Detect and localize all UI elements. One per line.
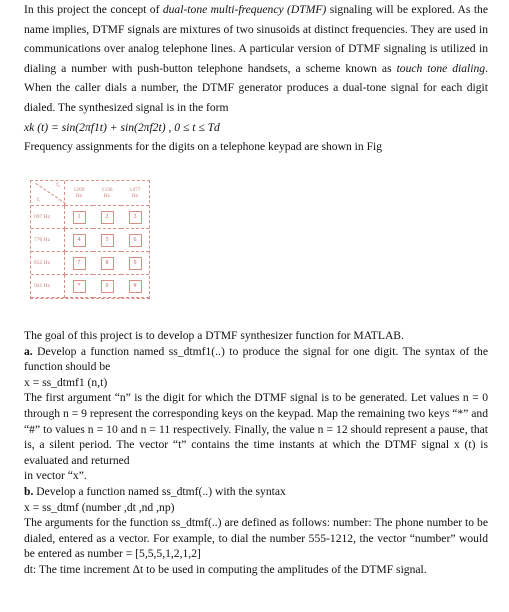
keypad-col-frequency: 1209 Hz	[65, 181, 94, 206]
goal-text: The goal of this project is to develop a DTMF synthesizer function for MATLAB.	[24, 329, 404, 342]
keypad-cell	[93, 275, 121, 298]
part-a-text: Develop a function named ss_dtmf1(..) to produce the signal for one digit. The syntax of the function should be	[24, 344, 488, 374]
keypad-key: 4	[73, 234, 86, 247]
keypad-cell	[121, 229, 149, 252]
signal-formula	[24, 118, 488, 138]
keypad-col-frequency: 1477 Hz	[121, 181, 149, 206]
keypad-cell	[65, 252, 94, 275]
intro-section	[24, 0, 488, 157]
part-b-label: b.	[24, 484, 34, 498]
keypad-cell	[121, 252, 149, 275]
keypad-row	[31, 206, 149, 229]
part-a	[24, 344, 488, 375]
intro-text-3: . When the caller dials a number, the DTMF generator produces a dual-tone signal for each digit dialed. The synthesized signal is in the form	[24, 61, 488, 114]
keypad-key: 8	[101, 257, 114, 270]
keypad-key: 6	[129, 234, 142, 247]
assignment-section	[24, 328, 488, 578]
keypad-row	[31, 252, 149, 275]
keypad-row	[31, 229, 149, 252]
keypad-table	[31, 181, 149, 298]
keypad-key: #	[129, 280, 142, 293]
part-b-description: The arguments for the function ss_dtmf(..) are defined as follows: number: The phone number to be dialed, entered as a vector. For example, to dial the number 555-1212, the vector “number” would be entered as number = [5,5,5,1,2,1,2]	[24, 516, 488, 561]
keypad-cell	[93, 206, 121, 229]
keypad-cell	[121, 275, 149, 298]
part-b-text: Develop a function named ss_dtmf(..) with the syntax	[33, 484, 286, 498]
keypad-cell	[121, 206, 149, 229]
keypad-key: 1	[73, 211, 86, 224]
keypad-corner	[31, 181, 65, 206]
intro-text-1: In this project the concept of	[24, 3, 163, 16]
intro-text-2: signaling will be explored. As the name implies, DTMF signals are mixtures of two sinusoids at distinct frequencies. They are used in communications over analog telephone lines. A particular version of DTMF signaling is utilized in dialing a number with push-button telephone handsets, a scheme known as	[24, 3, 489, 75]
keypad-col-frequency: 1336 Hz	[93, 181, 121, 206]
intro-paragraph	[24, 0, 488, 118]
corner-f2-label: f₂	[56, 182, 60, 188]
keypad-key: 9	[129, 257, 142, 270]
keypad-row-frequency: 852 Hz	[31, 252, 65, 275]
keypad-key: *	[73, 280, 86, 293]
part-b-syntax: x = ss_dtmf (number ,dt ,nd ,np)	[24, 500, 175, 514]
part-a-syntax: x = ss_dtmf1 (n,t)	[24, 375, 108, 389]
keypad-row-frequency: 770 Hz	[31, 229, 65, 252]
keypad-row-frequency: 697 Hz	[31, 206, 65, 229]
keypad-key: 5	[101, 234, 114, 247]
keypad-key: 0	[101, 280, 114, 293]
keypad-frequency-figure	[30, 180, 153, 303]
keypad-row-frequency: 941 Hz	[31, 275, 65, 298]
keypad-key: 2	[101, 211, 114, 224]
keypad-key: 3	[129, 211, 142, 224]
keypad-cell	[65, 206, 94, 229]
figure-caption: Frequency assignments for the digits on a telephone keypad are shown in Fig	[24, 140, 383, 154]
part-a-description: The first argument “n” is the digit for which the DTMF signal is to be generated. Let values n = 0 through n = 9 represent the corresponding keys on the keypad. Map the remaining two keys “*” and “#” to values n = 10 and n = 11 respectively. Finally, the value n = 12 should represent a pause, that is, a silent period. The vector “t” contains the time instants at which the DTMF signal x (t) is evaluated and returned	[24, 391, 488, 467]
part-b	[24, 484, 488, 500]
keypad-cell	[93, 229, 121, 252]
keypad-cell	[65, 229, 94, 252]
part-a-label: a.	[24, 344, 33, 358]
corner-f1-label: f₁	[37, 197, 41, 203]
intro-term-dtmf: dual-tone multi-frequency (DTMF)	[162, 3, 327, 16]
keypad-cell	[65, 275, 94, 298]
keypad-row	[31, 275, 149, 298]
keypad-key: 7	[73, 257, 86, 270]
intro-term-touch-tone: touch tone dialing	[396, 61, 486, 75]
keypad-cell	[93, 252, 121, 275]
part-a-description-end: in vector “x”.	[24, 469, 87, 483]
formula-text: xk (t) = sin(2πf1t) + sin(2πf2t) , 0 ≤ t ≤ Td	[24, 120, 220, 134]
dt-description: dt: The time increment Δt to be used in computing the amplitudes of the DTMF signal.	[24, 562, 427, 576]
